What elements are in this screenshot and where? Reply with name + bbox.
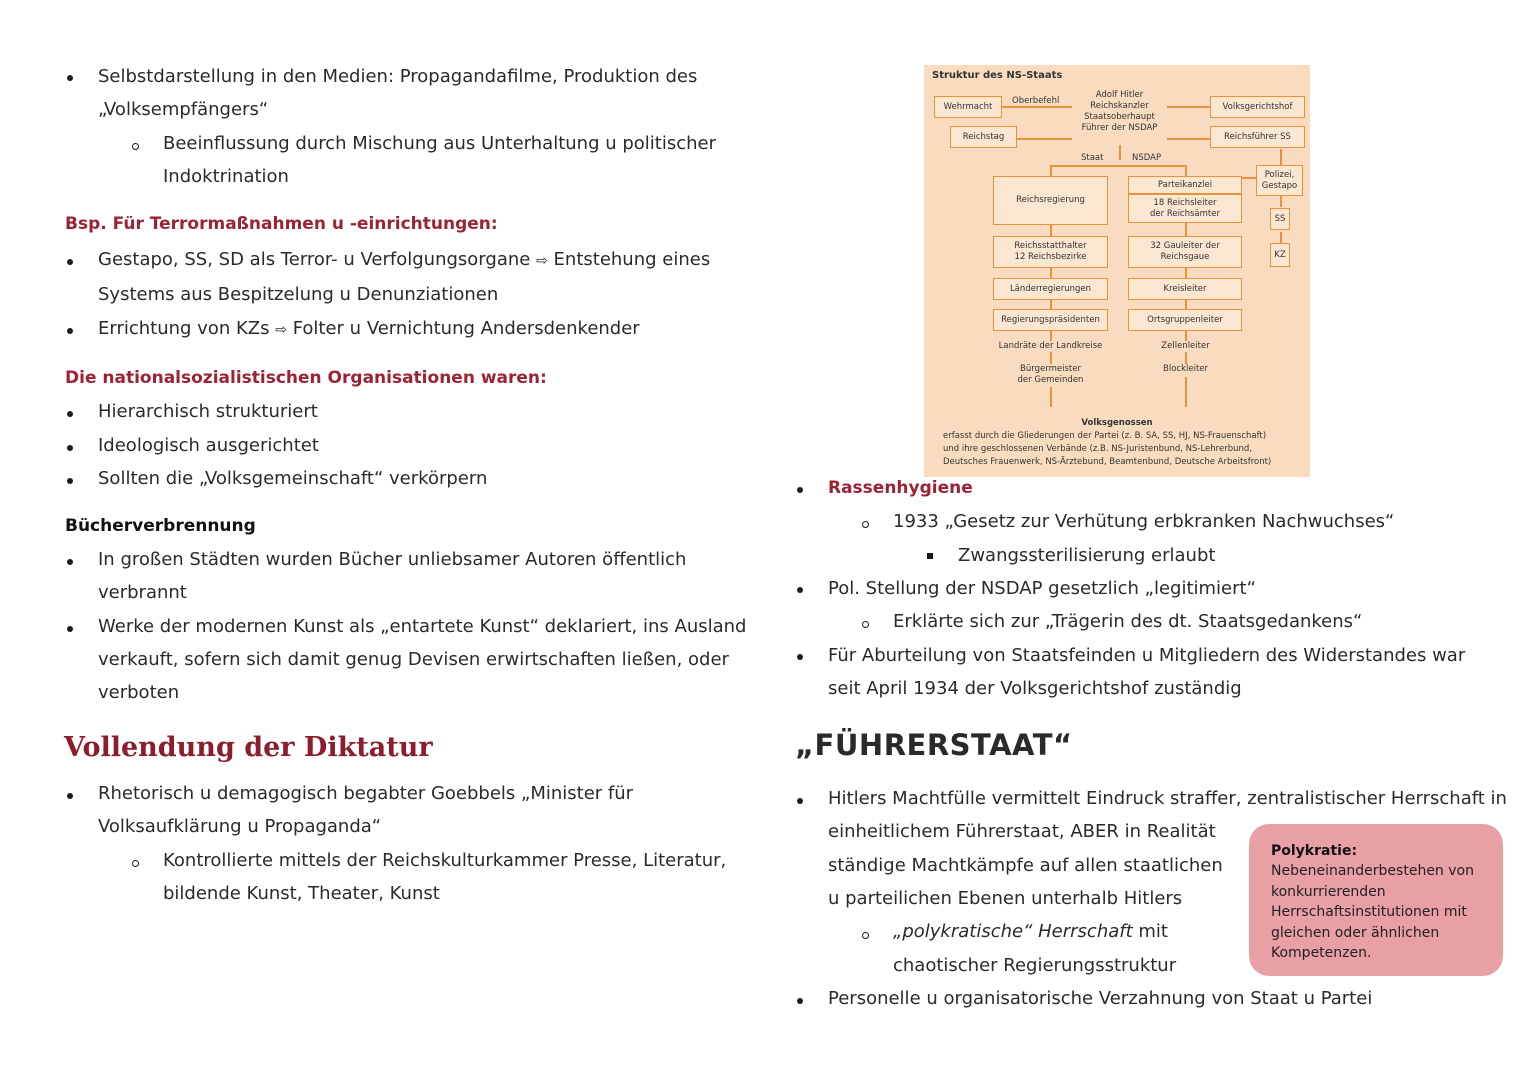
diagram-label: Landräte der Landkreise xyxy=(998,341,1103,351)
diagram-box: 32 Gauleiter der Reichsgaue xyxy=(1128,236,1242,268)
diagram-box-hitler xyxy=(1072,90,1167,134)
diagram-label: Führer der NSDAP xyxy=(1081,123,1158,133)
bullet xyxy=(797,654,803,660)
list-item: Zwangssterilisierung erlaubt xyxy=(958,545,1216,566)
diagram-label: NSDAP xyxy=(1132,153,1162,163)
bullet xyxy=(67,259,73,265)
list-item: Pol. Stellung der NSDAP gesetzlich „legitimiert“ xyxy=(828,578,1256,599)
item-text: Errichtung von KZs xyxy=(98,318,270,339)
diagram-title: Struktur des NS-Staats xyxy=(932,70,1063,81)
info-box-line: Nebeneinanderbestehen von xyxy=(1271,863,1474,879)
diagram-box: Volksgerichtshof xyxy=(1210,96,1305,118)
list-item: Volksaufklärung u Propaganda“ xyxy=(98,816,382,837)
diagram-box: 18 Reichsleiter der Reichsämter xyxy=(1128,194,1242,223)
bullet xyxy=(797,587,803,593)
bullet xyxy=(797,487,803,493)
diagram-box: Reichstag xyxy=(950,126,1017,148)
diagram-box: Regierungspräsidenten xyxy=(993,309,1108,331)
list-item: Rhetorisch u demagogisch begabter Goebbels „Minister für xyxy=(98,783,634,804)
list-item: „Volksempfängers“ xyxy=(98,99,269,120)
item-text: Folter u Vernichtung Andersdenkender xyxy=(292,318,640,339)
item-text: mit xyxy=(1132,921,1168,942)
bullet xyxy=(67,793,73,799)
list-item: 1933 „Gesetz zur Verhütung erbkranken Nachwuchses“ xyxy=(893,511,1395,532)
list-item: u parteilichen Ebenen unterhalb Hitlers xyxy=(828,888,1183,909)
diagram-box: Reichsstatthalter 12 Reichsbezirke xyxy=(993,236,1108,268)
bullet xyxy=(797,798,803,804)
list-item: Selbstdarstellung in den Medien: Propagandafilme, Produktion des xyxy=(98,66,698,87)
ns-state-structure-diagram xyxy=(924,65,1310,477)
bullet xyxy=(67,445,73,451)
bullet xyxy=(67,328,73,334)
sub-sub-bullet xyxy=(927,553,933,559)
bullet xyxy=(67,559,73,565)
diagram-footer: erfasst durch die Gliederungen der Partei (z. B. SA, SS, HJ, NS-Frauenschaft) xyxy=(943,431,1267,441)
list-item: verkauft, sofern sich damit genug Devisen erwirtschaften ließen, oder xyxy=(98,649,729,670)
item-text: Gestapo, SS, SD als Terror- u Verfolgungsorgane xyxy=(98,249,531,270)
diagram-label: Staat xyxy=(1081,153,1104,163)
list-item xyxy=(98,318,640,341)
diagram-label: Staatsoberhaupt xyxy=(1084,112,1155,122)
diagram-box: SS xyxy=(1270,208,1290,230)
diagram-box: KZ xyxy=(1270,243,1290,267)
item-text: Entstehung eines xyxy=(553,249,711,270)
arrow-icon: ⇨ xyxy=(275,322,287,338)
diagram-box: Kreisleiter xyxy=(1128,278,1242,300)
list-item: Kontrollierte mittels der Reichskulturkammer Presse, Literatur, xyxy=(163,850,727,871)
list-item: seit April 1934 der Volksgerichtshof zuständig xyxy=(828,678,1242,699)
section-heading: Die nationalsozialistischen Organisationen waren: xyxy=(65,368,547,388)
bullet xyxy=(67,411,73,417)
bullet xyxy=(67,75,73,81)
list-item: chaotischer Regierungsstruktur xyxy=(893,955,1177,976)
info-box-line: konkurrierenden xyxy=(1271,883,1386,900)
diagram-label: Bürgermeister xyxy=(1020,364,1081,374)
section-heading: Bsp. Für Terrormaßnahmen u -einrichtungen: xyxy=(65,214,498,234)
info-box-line: Kompetenzen. xyxy=(1271,945,1372,961)
diagram-box: Reichsführer SS xyxy=(1210,126,1305,148)
page-heading: „FÜHRERSTAAT“ xyxy=(795,728,1073,762)
page-heading: Vollendung der Diktatur xyxy=(64,732,433,763)
diagram-label: Volksgenossen xyxy=(1081,418,1153,428)
info-box-line: Herrschaftsinstitutionen mit xyxy=(1271,904,1467,920)
bullet xyxy=(67,478,73,484)
list-item: verbrannt xyxy=(98,582,187,603)
list-item: ständige Machtkämpfe auf allen staatlichen xyxy=(828,855,1223,876)
list-item: Systems aus Bespitzelung u Denunziationen xyxy=(98,284,499,305)
diagram-label: Zellenleiter xyxy=(1161,341,1210,351)
item-text: „polykratische“ Herrschaft xyxy=(893,921,1133,942)
section-heading: Bücherverbrennung xyxy=(65,516,256,536)
diagram-footer: und ihre geschlossenen Verbände (z.B. NS-Juristenbund, NS-Lehrerbund, xyxy=(943,444,1252,454)
list-item: In großen Städten wurden Bücher unliebsamer Autoren öffentlich xyxy=(98,549,687,570)
diagram-box: Länderregierungen xyxy=(993,278,1108,300)
diagram-label: Reichskanzler xyxy=(1090,101,1149,111)
list-item xyxy=(98,249,710,272)
bullet xyxy=(67,626,73,632)
list-item: bildende Kunst, Theater, Kunst xyxy=(163,883,440,904)
diagram-label: der Gemeinden xyxy=(1017,375,1084,385)
sub-bullet xyxy=(132,143,139,150)
section-heading: Rassenhygiene xyxy=(828,478,973,498)
polykratie-info-box xyxy=(1249,824,1503,976)
list-item: einheitlichem Führerstaat, ABER in Realität xyxy=(828,821,1216,842)
list-item: Indoktrination xyxy=(163,166,289,187)
diagram-label: Adolf Hitler xyxy=(1095,90,1144,100)
list-item: Beeinflussung durch Mischung aus Unterhaltung u politischer xyxy=(163,133,716,154)
list-item: Hitlers Machtfülle vermittelt Eindruck straffer, zentralistischer Herrschaft in xyxy=(828,788,1507,809)
diagram-label: Blockleiter xyxy=(1163,364,1208,374)
list-item: Ideologisch ausgerichtet xyxy=(98,435,319,456)
info-box-heading: Polykratie: xyxy=(1271,843,1358,859)
list-item: Personelle u organisatorische Verzahnung von Staat u Partei xyxy=(828,988,1373,1009)
list-item: Sollten die „Volksgemeinschaft“ verkörpern xyxy=(98,468,488,489)
list-item: Werke der modernen Kunst als „entartete Kunst“ deklariert, ins Ausland xyxy=(98,616,747,637)
list-item: verboten xyxy=(98,682,180,703)
diagram-box: Polizei, Gestapo xyxy=(1256,165,1303,196)
diagram-box: Parteikanzlei xyxy=(1128,176,1242,194)
list-item: Für Aburteilung von Staatsfeinden u Mitgliedern des Widerstandes war xyxy=(828,645,1466,666)
list-item xyxy=(893,921,1168,943)
list-item: Erklärte sich zur „Trägerin des dt. Staatsgedankens“ xyxy=(893,611,1363,632)
bullet xyxy=(797,998,803,1004)
arrow-icon: ⇨ xyxy=(536,253,548,269)
diagram-footer: Deutsches Frauenwerk, NS-Ärztebund, Beamtenbund, Deutsche Arbeitsfront) xyxy=(943,457,1272,467)
sub-bullet xyxy=(132,860,139,867)
diagram-box: Ortsgruppenleiter xyxy=(1128,309,1242,331)
list-item: Hierarchisch strukturiert xyxy=(98,401,318,422)
sub-bullet xyxy=(862,521,869,528)
sub-bullet xyxy=(862,932,869,939)
diagram-box: Reichsregierung xyxy=(993,176,1108,225)
diagram-label: Oberbefehl xyxy=(1012,96,1060,106)
diagram-box: Wehrmacht xyxy=(934,96,1002,118)
sub-bullet xyxy=(862,621,869,628)
info-box-line: gleichen oder ähnlichen xyxy=(1271,924,1440,941)
